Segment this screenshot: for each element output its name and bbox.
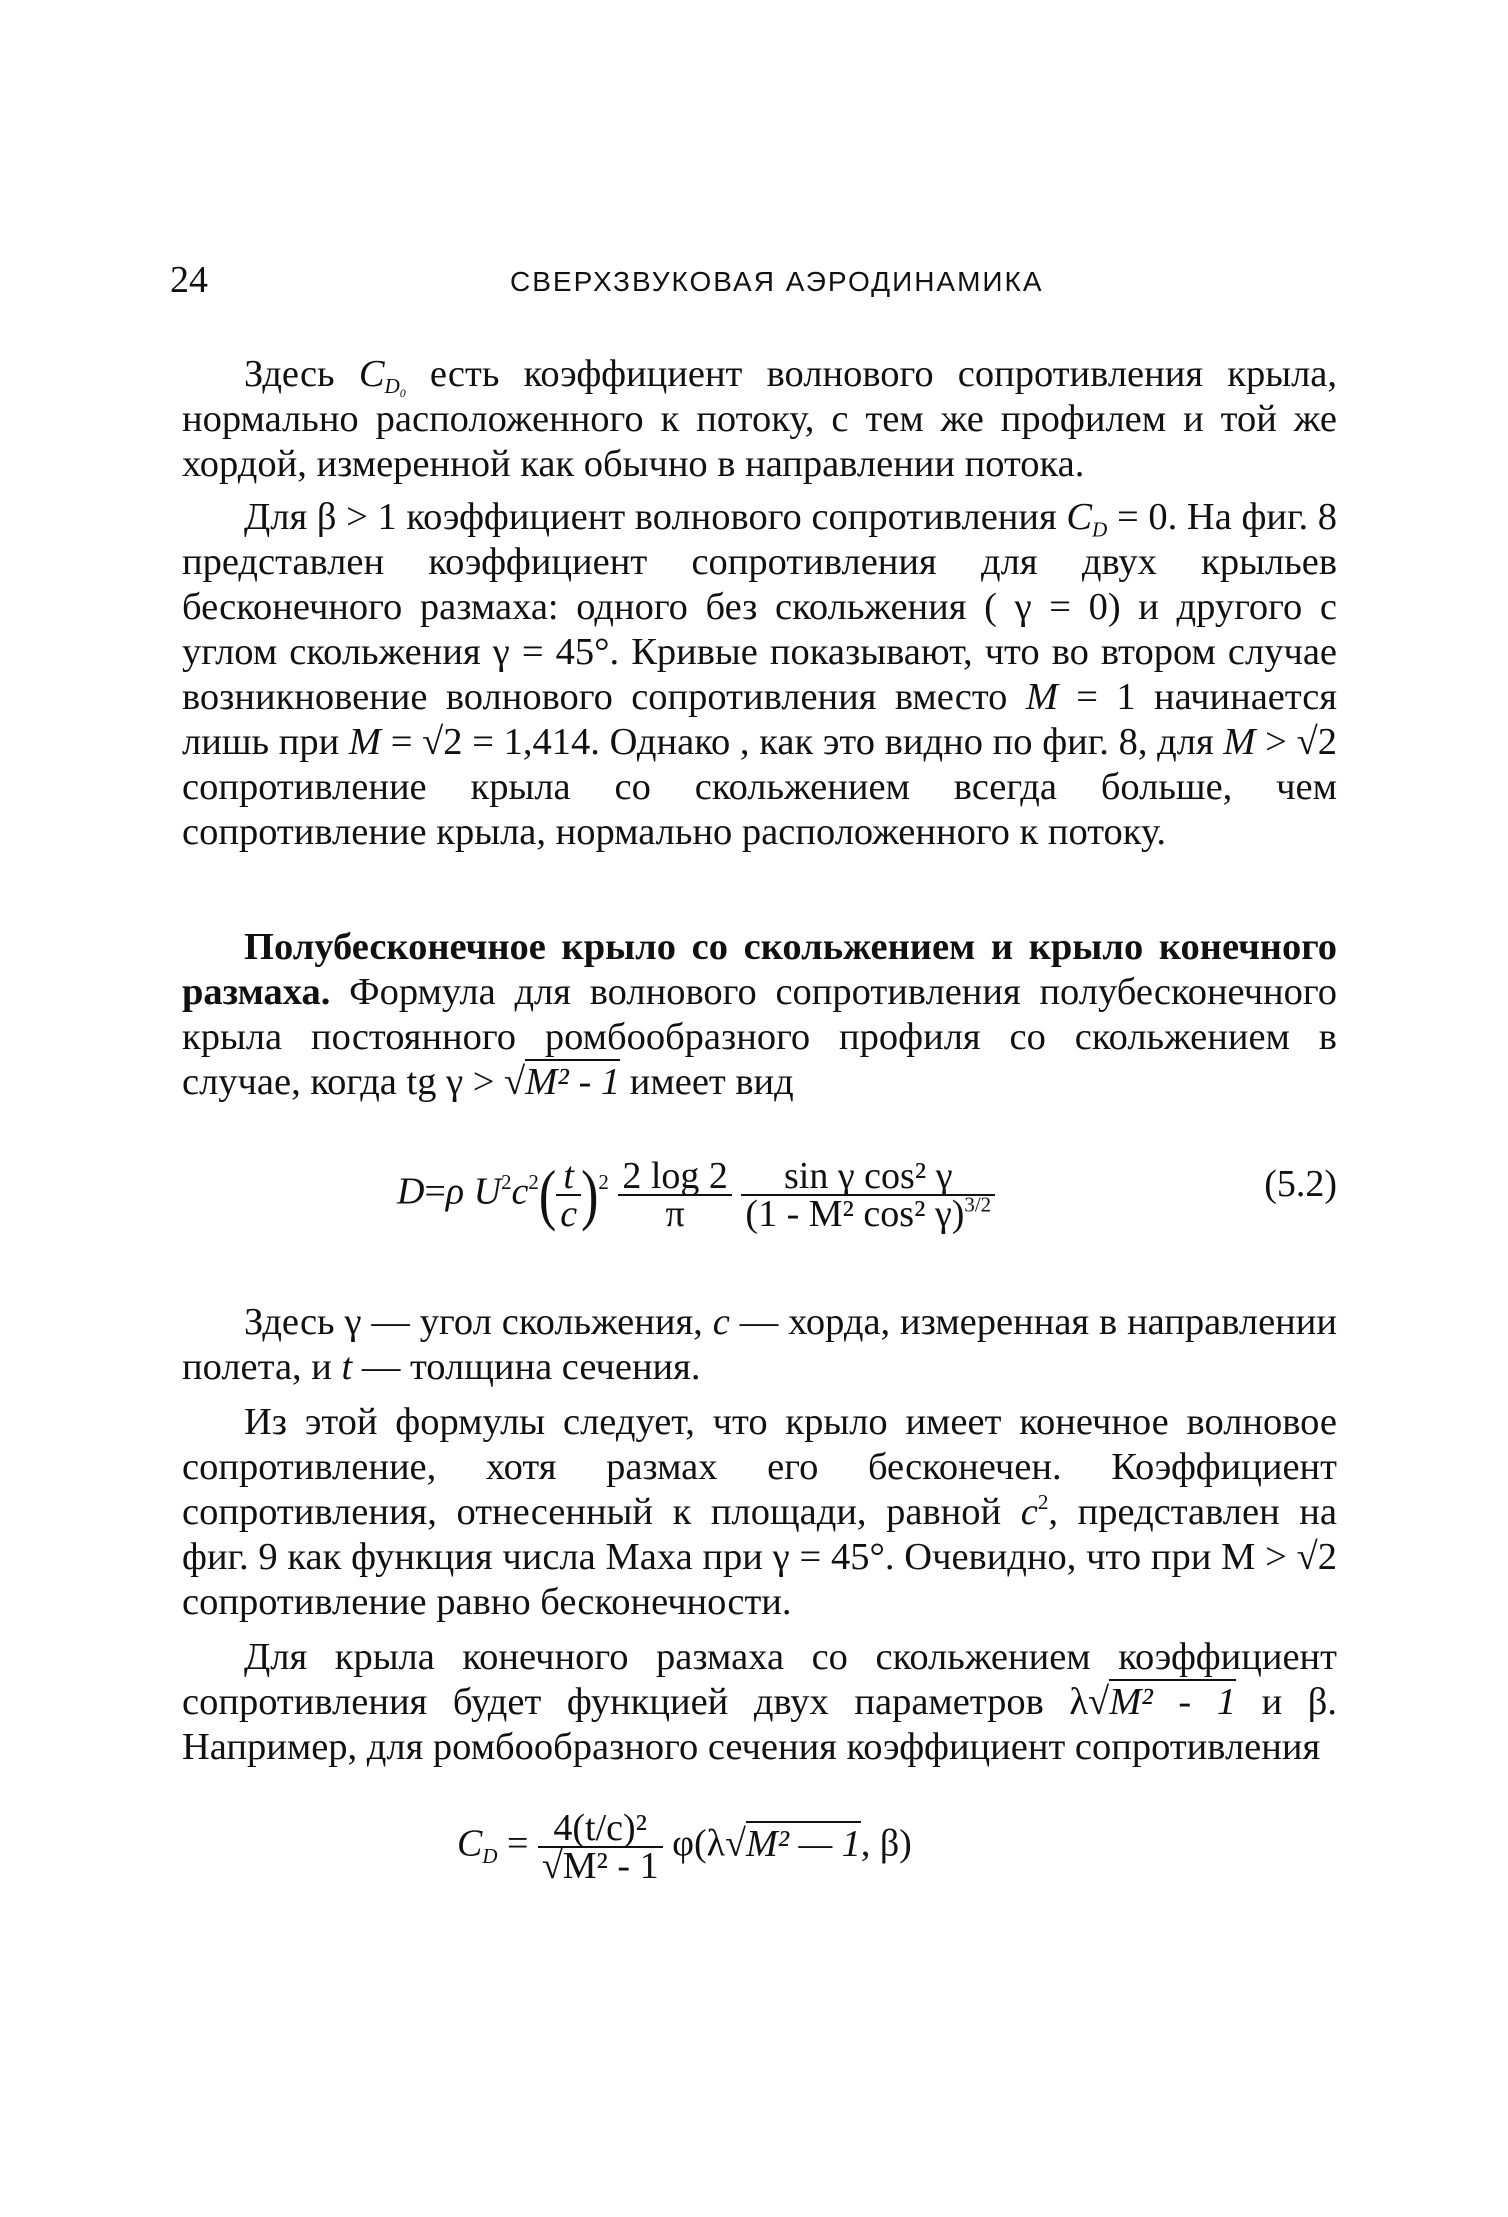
- paragraph-semi-infinite-wing: [182, 925, 1337, 1105]
- p1-text-a: Здесь: [244, 353, 335, 395]
- mach-symbol: M: [1223, 721, 1256, 763]
- t-over-c: $\frac{t}{c}$: [556, 1158, 581, 1232]
- p3-text-a: Формула для волнового сопротивления полубесконечного крыла постоянного ромбообразного профиля со скольжением в случае, когда tg γ > √: [182, 971, 1337, 1103]
- p2-text-d: = √2 = 1,414. Однако , как это видно по фиг. 8, для: [381, 721, 1224, 763]
- paragraph-symbol-definitions: [182, 1300, 1337, 1390]
- cd0-symbol: $C_{D_0}$: [358, 353, 406, 401]
- mach-symbol: M: [1025, 676, 1058, 718]
- section-heading: Полубесконечное крыло со скольжением и крыло конечного размаха.: [182, 926, 1337, 1013]
- page-number: 24: [170, 259, 208, 301]
- paragraph-beta-greater-one: [182, 495, 1337, 855]
- p2-text-b: = 0. На фиг. 8 представлен коэффициент сопротивления для двух крыльев бесконечного размаха: одного без скольжения ( γ = 0) и другого с углом скольжения γ = 45°. Кривые показывают, что во втором случае возникновение волнового сопротивления вместо: [182, 496, 1337, 718]
- page-header: [170, 258, 1335, 308]
- equation-cd-finite: [182, 1800, 1337, 1910]
- equation-body: $C_D$ = $\frac{\text{4(t/c)²}}{\text{√M² - 1}}$ φ(λ√M² — 1, β): [457, 1807, 912, 1887]
- log-fraction: $\frac{2 \log 2}{\pi}$: [618, 1158, 732, 1232]
- cd-symbol: $C_D$: [1066, 496, 1108, 542]
- p2-text-a: Для β > 1 коэффициент волнового сопротивления: [244, 496, 1067, 538]
- page-body: [182, 352, 1337, 1910]
- equation-body: D=ρ $U^2c^2$( $\frac{t}{c}$ )$^2$ $\frac{2 \log 2}{\pi}$ $\frac{\text{sin γ cos² γ}}{(1 - M^2 \cos^2 \gamma)^{3/2}}$: [397, 1158, 995, 1232]
- equation-number: (5.2): [1264, 1163, 1337, 1205]
- radicand: M² - 1: [525, 1061, 621, 1103]
- p6-text-b: и β. Например, для ромбообразного сечения коэффициент сопротивления: [182, 1681, 1337, 1768]
- p6-text-a: Для крыла конечного размаха со скольжением коэффициент сопротивления будет функцией двух параметров λ√: [182, 1636, 1337, 1723]
- paragraph-finite-drag: Из этой формулы следует, что крыло имеет конечное волновое сопротивление, хотя размах его бесконечен. Коэффициент сопротивления, отнесенный к площади, равной $c^2$, представлен на фиг. 9 как функция числа Маха при γ = 45°. Очевидно, что при M > √2 сопротивление равно бесконечности.: [182, 1401, 1337, 1623]
- equation-5-2: [182, 1140, 1337, 1250]
- mach-symbol: M: [348, 721, 381, 763]
- trig-fraction: $\frac{\text{sin γ cos² γ}}{(1 - M^2 \cos^2 \gamma)^{3/2}}$: [741, 1158, 995, 1232]
- chord-symbol: c: [1020, 1491, 1038, 1533]
- running-title: СВЕРХЗВУКОВАЯ АЭРОДИНАМИКА: [510, 266, 1044, 297]
- p4-text-d: — толщина сечения.: [352, 1346, 701, 1388]
- chord-symbol: c: [712, 1301, 730, 1343]
- thickness-symbol: t: [341, 1346, 353, 1388]
- radicand: M² - 1: [1109, 1681, 1237, 1723]
- p4-text-b: — хорда, измеренная в направлении полета, и: [182, 1301, 1337, 1388]
- p3-text-b: имеет вид: [620, 1061, 794, 1103]
- p2-text-e: > √2 сопротивление крыла со скольжением всегда больше, чем сопротивление крыла, нормально расположенного к потоку.: [182, 721, 1337, 853]
- paragraph-cd0-definition: [182, 352, 1337, 487]
- p5-text-b: , представлен на фиг. 9 как функция числа Маха при γ = 45°. Очевидно, что при M > √2 сопротивление равно бесконечности.: [182, 1491, 1337, 1623]
- p1-text-b: есть коэффициент волнового сопротивления крыла, нормально расположенного к потоку, с тем же профилем и той же хордой, измеренной как обычно в направлении потока.: [182, 353, 1338, 485]
- cd-fraction: $\frac{\text{4(t/c)²}}{\text{√M² - 1}}$: [538, 1810, 663, 1884]
- paragraph-finite-span: [182, 1635, 1337, 1770]
- p4-text-a: Здесь γ — угол скольжения,: [244, 1301, 713, 1343]
- p2-text-c: = 1 начинается лишь при: [182, 676, 1337, 763]
- p5-text-a: Из этой формулы следует, что крыло имеет конечное волновое сопротивление, хотя размах его бесконечен. Коэффициент сопротивления, отнесенный к площади, равной: [182, 1401, 1337, 1533]
